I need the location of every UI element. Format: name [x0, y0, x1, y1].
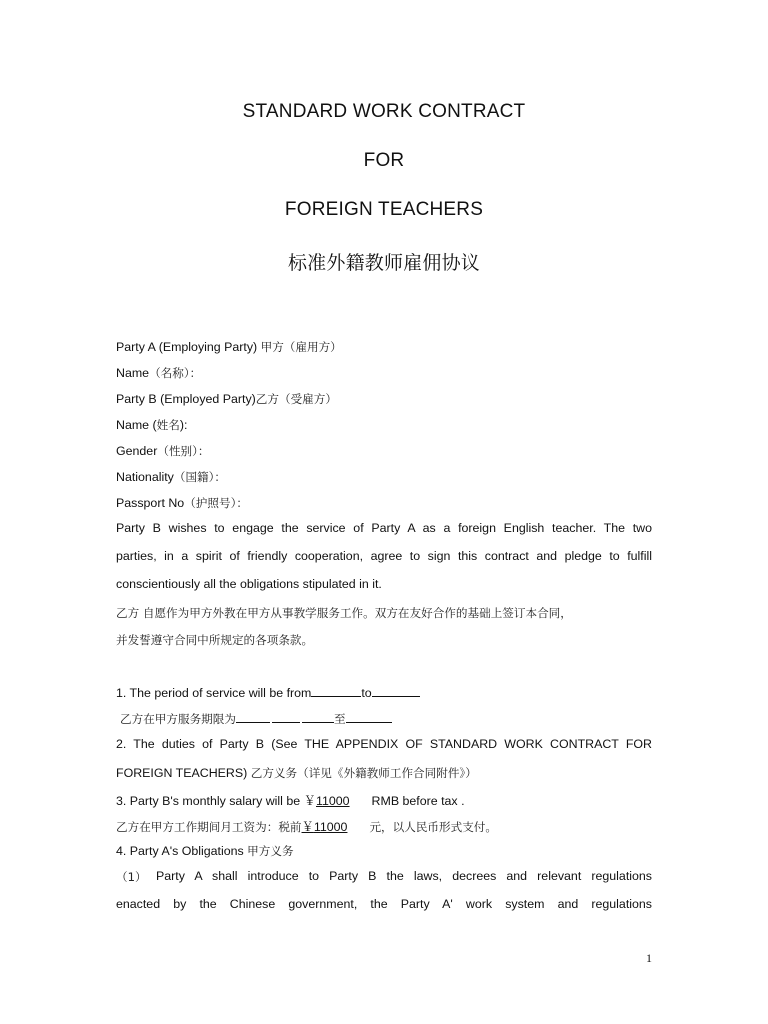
- contract-title-for: FOR: [363, 150, 405, 171]
- gender-label: Gender: [116, 444, 158, 458]
- party-a-name-label: Name: [116, 366, 150, 380]
- party-b-name-label-end: ):: [179, 418, 188, 432]
- party-b-name-label-cn: 姓名: [156, 418, 180, 432]
- clause-1-en-text-b: to: [361, 686, 372, 700]
- currency-symbol: ￥: [303, 794, 316, 808]
- party-b-name-label: Name (: [116, 418, 157, 432]
- party-a-label: Party A (Employing Party): [116, 340, 261, 354]
- nationality-label-cn: （国籍）：: [173, 470, 227, 484]
- nationality-label: Nationality: [116, 470, 174, 484]
- passport-line: [116, 495, 248, 511]
- clause-1-cn-text-a: 乙方在甲方服务期限为: [120, 712, 236, 726]
- clause-4-1-text-line-1: Party A shall introduce to Party B the laws, decrees and relevant regulations: [156, 869, 652, 883]
- period-end-blank: [372, 684, 420, 697]
- clause-3-cn-text-b: 元，以人民币形式支付。: [369, 820, 497, 834]
- clause-4-cn: 甲方义务: [247, 844, 294, 858]
- period-start-blank-cn-2: [272, 710, 300, 723]
- clause-2-line-2: [116, 765, 477, 781]
- period-start-blank-cn-3: [302, 710, 334, 723]
- clause-3-en: [116, 791, 465, 809]
- clause-1-cn: [120, 710, 392, 727]
- contract-title-chinese: 标准外籍教师雇佣协议: [287, 252, 480, 274]
- intro-paragraph-line-3: conscientiously all the obligations stipulated in it.: [116, 577, 382, 591]
- party-b-label: Party B (Employed Party): [116, 392, 256, 406]
- contract-title: STANDARD WORK CONTRACT: [242, 101, 526, 122]
- clause-3-cn-text-a: 乙方在甲方工作期间月工资为：税前: [116, 820, 302, 834]
- party-a-name-label-cn: （名称）：: [149, 366, 202, 380]
- clause-3-en-text-a: 3. Party B's monthly salary will be: [116, 794, 304, 808]
- clause-4-1-number: （1）: [116, 870, 147, 884]
- gender-line: [116, 443, 210, 459]
- period-end-blank-cn: [346, 710, 392, 723]
- period-start-blank: [311, 684, 361, 697]
- passport-label: Passport No: [116, 496, 185, 510]
- currency-symbol-cn: ￥: [301, 820, 314, 834]
- period-start-blank-cn-1: [236, 710, 270, 723]
- clause-1-en: [116, 684, 420, 700]
- passport-label-cn: （护照号）：: [184, 496, 248, 510]
- intro-paragraph-cn-line-1: 乙方 自愿作为甲方外教在甲方从事教学服务工作。双方在友好合作的基础上签订本合同，: [116, 606, 572, 620]
- party-b-name-line: [116, 417, 187, 433]
- clause-1-en-text-a: 1. The period of service will be from: [116, 686, 312, 700]
- intro-paragraph-line-2: parties, in a spirit of friendly cooperation, agree to sign this contract and pledge to fulfill: [116, 549, 652, 563]
- party-b-line: [116, 391, 337, 407]
- clause-1-cn-text-b: 至: [333, 712, 346, 726]
- monthly-salary-amount-cn: 11000: [313, 820, 348, 834]
- party-a-name-line: [116, 365, 201, 381]
- clause-4-heading: [116, 843, 294, 859]
- party-b-label-cn: 乙方（受雇方）: [255, 392, 337, 406]
- clause-2-en-line-1: 2. The duties of Party B (See THE APPENDIX OF STANDARD WORK CONTRACT FOR: [116, 737, 652, 751]
- clause-2-en-line-2: FOREIGN TEACHERS): [116, 766, 251, 780]
- nationality-line: [116, 469, 226, 485]
- party-a-label-cn: 甲方（雇用方）: [260, 340, 342, 354]
- intro-paragraph-line-1: Party B wishes to engage the service of Party A as a foreign English teacher. The two: [116, 521, 652, 535]
- clause-3-en-text-b: RMB before tax .: [371, 794, 465, 808]
- clause-4-1-text-line-2: enacted by the Chinese government, the Party A' work system and regulations: [116, 897, 652, 911]
- clause-4-en: 4. Party A's Obligations: [116, 844, 248, 858]
- clause-4-1-line-1: [116, 869, 652, 885]
- page-number: 1: [646, 951, 652, 965]
- party-a-line: [116, 339, 342, 355]
- gender-label-cn: （性别）：: [157, 444, 210, 458]
- intro-paragraph-cn-line-2: 并发誓遵守合同中所规定的各项条款。: [116, 633, 314, 647]
- clause-2-cn: 乙方义务（详见《外籍教师工作合同附件》）: [250, 766, 477, 780]
- clause-3-cn: [116, 817, 497, 835]
- contract-title-subject: FOREIGN TEACHERS: [284, 199, 484, 220]
- monthly-salary-amount: 11000: [316, 794, 350, 808]
